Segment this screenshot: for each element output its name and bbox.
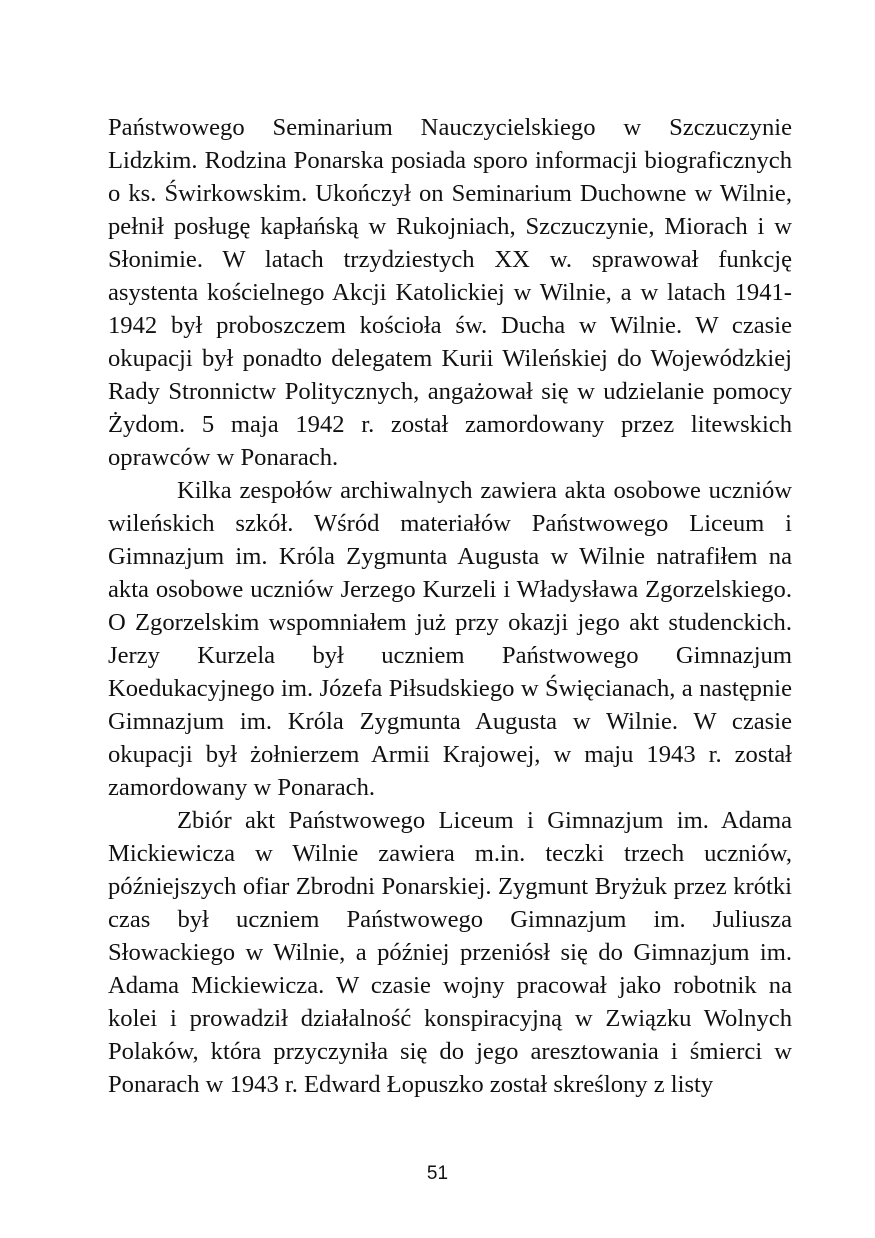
paragraph-school-records: Kilka zespołów archiwalnych zawiera akta osobowe uczniów wileńskich szkół. Wśród materiałów Państwowego Liceum i Gimnazjum im. Króla Zygmunta Augusta w Wilnie natrafiłem na akta osobowe uczniów Jerzego Kurzeli i Władysława Zgorzelskiego. O Zgorzelskim wspomniałem już przy okazji jego akt studenckich. Jerzy Kurzela był uczniem Państwowego Gimnazjum Koedukacyjnego im. Józefa Piłsudskiego w Święcianach, a następnie Gimnazjum im. Króla Zygmunta Augusta w Wilnie. W czasie okupacji był żołnierzem Armii Krajowej, w maju 1943 r. został zamordowany w Ponarach. — [108, 477, 792, 801]
paragraph-mickiewicz-gymnasium: Zbiór akt Państwowego Liceum i Gimnazjum im. Adama Mickiewicza w Wilnie zawiera m.in. teczki trzech uczniów, późniejszych ofiar Zbrodni Ponarskiej. Zygmunt Bryżuk przez krótki czas był uczniem Państwowego Gimnazjum im. Juliusza Słowackiego w Wilnie, a później przeniósł się do Gimnazjum im. Adama Mickiewicza. W czasie wojny pracował jako robotnik na kolei i prowadził działalność konspiracyjną w Związku Wolnych Polaków, która przyczyniła się do jego aresztowania i śmierci w Ponarach w 1943 r. Edward Łopuszko został skreślony z listy — [108, 807, 792, 1098]
page-number: 51 — [426, 1163, 449, 1184]
paragraph-continued: Państwowego Seminarium Nauczycielskiego w Szczuczynie Lidzkim. Rodzina Ponarska posiada sporo informacji biograficznych o ks. Świrkowskim. Ukończył on Seminarium Duchowne w Wilnie, pełnił posługę kapłańską w Rukojniach, Szczuczynie, Miorach i w Słonimie. W latach trzydziestych XX w. sprawował funkcję asystenta kościelnego Akcji Katolickiej w Wilnie, a w latach 1941-1942 był proboszczem kościoła św. Ducha w Wilnie. W czasie okupacji był ponadto delegatem Kurii Wileńskiej do Wojewódzkiej Rady Stronnictw Politycznych, angażował się w udzielanie pomocy Żydom. 5 maja 1942 r. został zamordowany przez litewskich oprawców w Ponarach. — [108, 114, 792, 471]
body-text — [108, 111, 792, 1101]
